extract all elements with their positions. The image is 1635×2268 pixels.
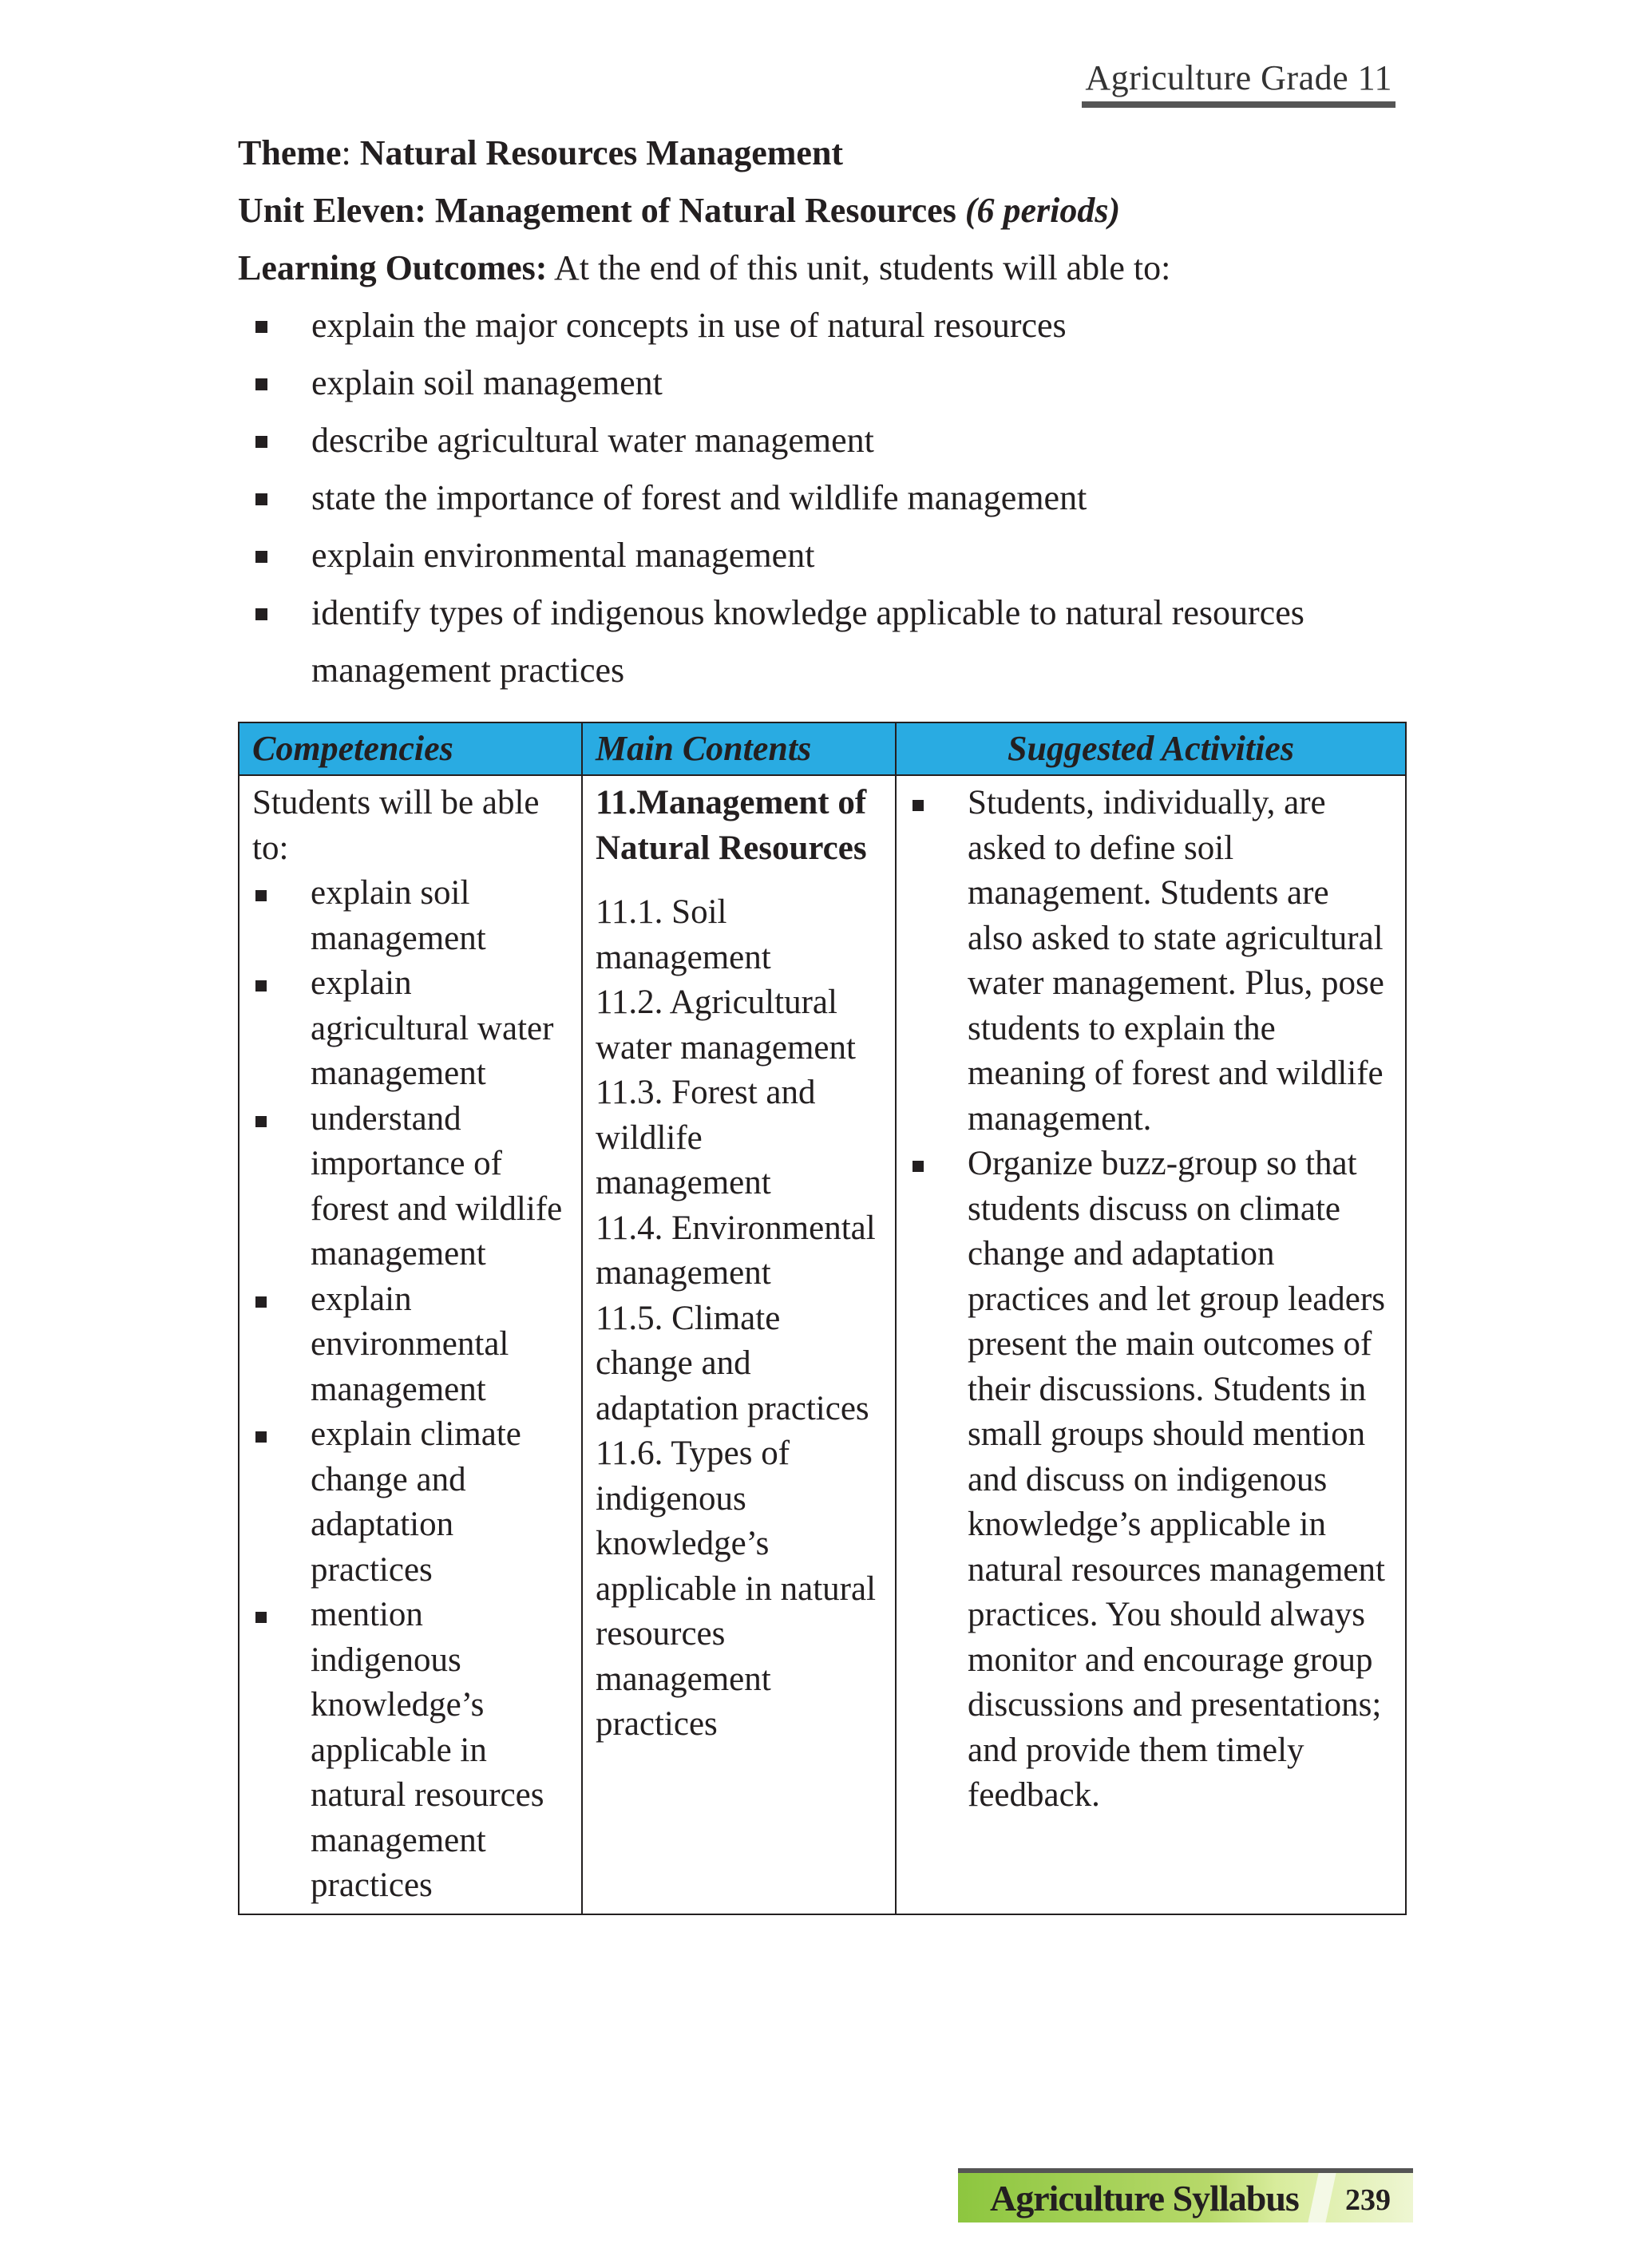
unit-line xyxy=(238,182,1403,239)
list-item xyxy=(252,1412,568,1593)
table-header-row xyxy=(239,722,1406,775)
square-bullet-icon xyxy=(255,1296,267,1308)
column-header-main-contents: Main Contents xyxy=(582,722,896,775)
square-bullet-icon xyxy=(255,608,267,620)
list-item xyxy=(238,527,1403,584)
content-item: 11.3. Forest and wildlife management xyxy=(596,1074,816,1201)
list-item xyxy=(238,354,1403,412)
outcome-text: explain the major concepts in use of natural resources xyxy=(311,306,1067,345)
learning-outcomes-line xyxy=(238,239,1403,297)
footer-band xyxy=(958,2168,1413,2222)
competency-text: explain climate change and adaptation practices xyxy=(311,1415,521,1589)
square-bullet-icon xyxy=(255,436,267,448)
list-item xyxy=(252,961,568,1097)
content-item: 11.4. Environmental management xyxy=(596,1209,876,1292)
square-bullet-icon xyxy=(255,1116,267,1127)
content-item: 11.1. Soil management xyxy=(596,893,771,976)
list-item xyxy=(238,584,1403,699)
outcome-text: explain environmental management xyxy=(311,536,815,575)
activity-text: Students, individually, are asked to define soil management. Students are also asked to state agricultural water management. Plus, pose students to explain the meaning of forest and wildlife management. xyxy=(968,784,1384,1138)
list-item xyxy=(238,412,1403,469)
competency-text: explain agricultural water management xyxy=(311,964,554,1092)
content-item: 11.2. Agricultural water management xyxy=(596,984,856,1067)
competencies-list xyxy=(252,871,568,1909)
learning-outcomes-intro: At the end of this unit, students will able to: xyxy=(553,248,1171,287)
unit-intro xyxy=(238,125,1403,699)
list-item xyxy=(909,1142,1392,1819)
square-bullet-icon xyxy=(913,800,924,811)
competency-text: understand importance of forest and wildlife management xyxy=(311,1099,563,1273)
running-header: Agriculture Grade 11 xyxy=(1082,57,1395,108)
square-bullet-icon xyxy=(255,493,267,505)
list-item xyxy=(252,1593,568,1909)
outcome-text: describe agricultural water management xyxy=(311,421,874,460)
column-header-competencies: Competencies xyxy=(239,722,582,775)
column-header-suggested-activities: Suggested Activities xyxy=(896,722,1406,775)
square-bullet-icon xyxy=(255,890,267,901)
square-bullet-icon xyxy=(913,1161,924,1172)
competencies-cell xyxy=(239,775,582,1914)
suggested-activities-cell xyxy=(896,775,1406,1914)
footer-divider xyxy=(1308,2173,1336,2222)
content-item: 11.5. Climate change and adaptation practices xyxy=(596,1299,869,1427)
theme-line: Theme: Natural Resources Management xyxy=(238,133,844,172)
square-bullet-icon xyxy=(255,321,267,333)
activities-list xyxy=(909,781,1392,1819)
list-item xyxy=(909,781,1392,1142)
main-contents-cell xyxy=(582,775,896,1914)
activity-text: Organize buzz-group so that students discuss on climate change and adaptation practices and let group leaders present the main outcomes of their discussions. Students in small groups should mention and discuss on indigenous knowledge’s applicable in natural resources management practices. You should always monitor and encourage group discussions and presentations; and provide them timely feedback. xyxy=(968,1145,1385,1814)
unit-periods: (6 periods) xyxy=(964,191,1121,230)
unit-title: Unit Eleven: Management of Natural Resources xyxy=(238,191,956,230)
square-bullet-icon xyxy=(255,1431,267,1443)
square-bullet-icon xyxy=(255,980,267,992)
learning-outcomes-label: Learning Outcomes: xyxy=(238,248,548,287)
competencies-intro: Students will be able to: xyxy=(252,784,540,867)
list-item xyxy=(238,297,1403,354)
footer-title: Agriculture Syllabus xyxy=(990,2178,1299,2219)
page-number: 239 xyxy=(1345,2183,1391,2217)
competency-text: explain environmental management xyxy=(311,1280,509,1408)
theme-value: Natural Resources Management xyxy=(359,133,844,172)
syllabus-table xyxy=(238,722,1407,1915)
theme-label: Theme xyxy=(238,133,342,172)
outcome-text: state the importance of forest and wildlife management xyxy=(311,478,1087,517)
main-contents-title: 11.Management of Natural Resources xyxy=(596,784,867,867)
square-bullet-icon xyxy=(255,551,267,563)
competency-text: mention indigenous knowledge’s applicable in natural resources management practices xyxy=(311,1596,544,1904)
content-item: 11.6. Types of indigenous knowledge’s applicable in natural resources management practices xyxy=(596,1435,877,1743)
square-bullet-icon xyxy=(255,1612,267,1623)
outcome-text: identify types of indigenous knowledge applicable to natural resources management practices xyxy=(311,593,1304,690)
list-item xyxy=(238,469,1403,527)
list-item xyxy=(252,1277,568,1413)
competency-text: explain soil management xyxy=(311,874,486,957)
list-item xyxy=(252,871,568,961)
table-row xyxy=(239,775,1406,1914)
learning-outcomes-list xyxy=(238,297,1403,699)
outcome-text: explain soil management xyxy=(311,363,663,402)
list-item xyxy=(252,1097,568,1277)
square-bullet-icon xyxy=(255,378,267,390)
